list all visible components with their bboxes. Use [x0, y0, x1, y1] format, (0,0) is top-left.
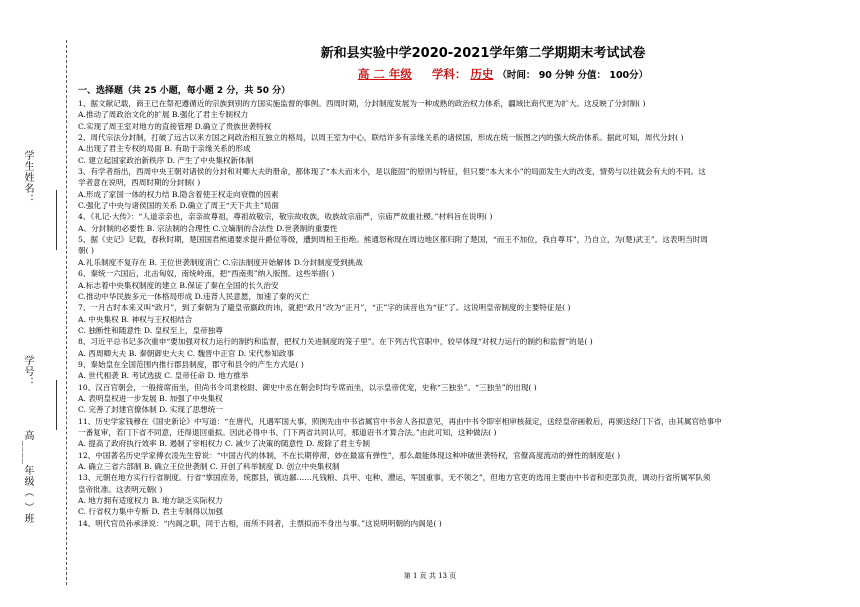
- question-line: 11、历史学家钱穆在《国史新论》中写道：“在唐代，凡遇军国大事，照例先由中书省属官中书舍人各拟意见，再由中书令即宰相审核裁定，送经皇帝画敕后，再颁送经门下省，由其属官给事中: [78, 416, 722, 426]
- question-line: 3、有学者指出，西周中央王朝对诸侯的分封和对卿大夫的册命，都体现了“本大而末小，是以能固”的原则与特征，但只要“本大末小”的局面发生大的改变，情势与以往就会有大的不同。这: [78, 167, 706, 177]
- question-line: 14、明代官员孙承泽说：“内阁之职，同于古相，而所不同者，主票拟而不身出与事。”这说明明朝的内阁是( ): [78, 518, 442, 528]
- student-id-label: 学号：: [22, 355, 33, 388]
- question-line: 1、据文献记载，商王已在祭祀遵循近的宗族到别的方国实施监督的事例。西周时期，分封制度发展为一种成熟的政治权力体系，疆域比商代更为扩大。这反映了分封制( ): [78, 99, 646, 108]
- question-line: A.礼乐制度不复存在 B. 王位世袭制度消亡 C.宗法制度开始解体 D.分封制度受到挑战: [78, 257, 363, 267]
- question-line: [78, 529, 848, 540]
- student-id-blank: [56, 380, 57, 430]
- question-line: 9、秦始皇在全国范围内推行郡县制度，郡守和县令的产生方式是( ): [78, 359, 304, 369]
- question-line: A. 西周卿大夫 B. 秦朝御史大夫 C. 魏晋中正官 D. 宋代参知政事: [78, 348, 295, 358]
- question-line: A. 表明皇权进一步发展 B. 加强了中央集权: [78, 393, 223, 403]
- question-list: [78, 98, 848, 540]
- question-line: 10、汉百官朝会，一般接席而坐，但尚书令司隶校尉、御史中丞在朝会时均专席而坐，以示皇帝优宠，史称“三独坐”。“三独坐”的出现( ): [78, 382, 537, 392]
- section-heading: 一、选择题（共 25 小题，每小题 2 分，共 50 分）: [78, 86, 291, 96]
- question-line: C. 独断性和随意性 D. 皇权至上，皇帝独尊: [78, 325, 223, 335]
- question-line: 7、一月古时本来又叫“政月”，到了秦朝为了避皇帝嬴政的讳，就把“政月”改为“正月”，“正”字的读音也为“征”了。这说明皇帝制度的主要特征是( ): [78, 303, 571, 313]
- question-line: A. 世代相袭 B. 考试选拔 C. 皇帝任命 D. 地方推举: [78, 371, 249, 381]
- question-line: 13、元朝在地方实行行省制度。行省“掌国庶务，统郡县，镇边鄙……凡钱粮、兵甲、屯种、漕运、军国重事，无不领之”，但地方官吏的选用主要由中书省和吏部负责，调动行省所属军队须: [78, 473, 711, 483]
- question-line: A.推动了周政治文化的扩展 B.强化了君主专制权力: [78, 110, 249, 120]
- question-line: A. 中央集权 B. 神权与王权相结合: [78, 314, 193, 324]
- question-line: 12、中国著名历史学家傅衣凌先生曾说：“中国古代的体制，不在长期停滞，妙在最富有弹性”，那么最能体现这种冲破世袭特权，官僚高度流动的弹性的制度是( ): [78, 450, 621, 460]
- question-line: C.强化了中央与诸侯国的关系 D.确立了周王“天下共主”局面: [78, 201, 280, 211]
- question-line: 一番复审，若门下省不同意，还得退回重拟。因此必得中书、门下两省共同认可，那道诏书才算合法。”由此可知，这种做法( ): [78, 427, 497, 437]
- page-number: 第 1 页 共 13 页: [403, 572, 457, 580]
- question-line: 6、秦统一六国后，北击匈奴，南统岭南，把“西南夷”纳入版图。这些举措( ): [78, 269, 335, 279]
- exam-time-score: （时间： 90 分钟 分值： 100分）: [497, 70, 649, 81]
- question-line: 5、据《史记》记载，春秋时期，楚国国君熊通要求提升爵位等级，遭到周桓王拒绝。熊通怒称现在周边地区都归附了楚国，“而王不加位，我自尊耳”，乃自立，为(楚)武王”。这表明当时周: [78, 235, 708, 245]
- exam-content: [78, 44, 848, 540]
- question-line: C. 完善了封建官僚体制 D. 实现了思想统一: [78, 405, 223, 415]
- student-name-blank: [56, 190, 57, 250]
- exam-title: 新和县实验中学2020-2021学年第二学期期末考试试卷: [320, 46, 646, 61]
- question-line: A. 确立三省六部制 B. 确立王位世袭制 C. 开创了科举制度 D. 创立中央集权制: [78, 462, 340, 471]
- question-line: 学者意在说明，西周时期的分封制( ): [78, 178, 201, 188]
- class-label: 高____年级（ ）班: [22, 430, 33, 525]
- question-line: 8、习近平总书记多次重申“要加强对权力运行的制约和监督，把权力关进制度的笼子里”。在下列古代官职中，较早体现“对权力运行的制约和监督”的是( ): [78, 337, 593, 347]
- question-line: A.形成了家国一体的权力结 B.隐含着使王权走向衰微的因素: [78, 189, 279, 199]
- question-line: A、分封制的必要性 B. 宗法制的合理性 C.立嫡制的合法性 D.世袭制的重要性: [78, 223, 338, 233]
- question-line: A.标志着中央集权制度的建立 B.保证了秦在全国的长久治安: [78, 280, 279, 290]
- subject-value: 历史: [470, 67, 494, 81]
- question-line: A.出现了君主专权的局面 B. 有助于亲缘关系的形成: [78, 144, 251, 154]
- question-line: 2、周代宗法分封制，打破了远古以来方国之间政治相互独立的格局，以周王室为中心，联结许多有亲缘关系的诸侯国，形成在统一版图之内的强大统治体系。据此可知，周代分封( ): [78, 133, 684, 143]
- exam-subtitle: [78, 64, 848, 84]
- question-line: C.推动中华民族多元一体格局形成 D.违背人民意愿，加速了秦的灭亡: [78, 291, 310, 301]
- question-line: A. 地方拥有适度权力 B. 地方缺乏实际权力: [78, 496, 223, 506]
- subject-label: 学科：: [431, 67, 467, 81]
- question-line: A. 提高了政府执行效率 B. 遏制了宰相权力 C. 减少了决策的随意性 D. 废除了君主专制: [78, 439, 370, 449]
- question-line: 皇帝批准。这表明元朝( ): [78, 484, 163, 494]
- question-line: 朝( ): [78, 246, 94, 256]
- grade-label: 高 二 年级: [357, 67, 412, 81]
- binding-dashed-line: [66, 40, 67, 585]
- question-line: C. 行省权力集中专断 D. 君主专制得以加强: [78, 507, 223, 517]
- student-name-label: 学生姓名：: [22, 150, 33, 205]
- binding-margin: [0, 0, 78, 607]
- question-line: C.实现了周王室对地方的直接管理 D.确立了贵族世袭特权: [78, 121, 272, 131]
- question-line: 4、《礼记·大传》：“人道亲亲也，亲亲故尊祖，尊祖故敬宗，敬宗故收族，收族故宗庙严，宗庙严故重社稷。”材料旨在说明( ): [78, 212, 493, 222]
- question-line: C. 建立起国家政治新秩序 D. 产生了中央集权新体制: [78, 155, 254, 165]
